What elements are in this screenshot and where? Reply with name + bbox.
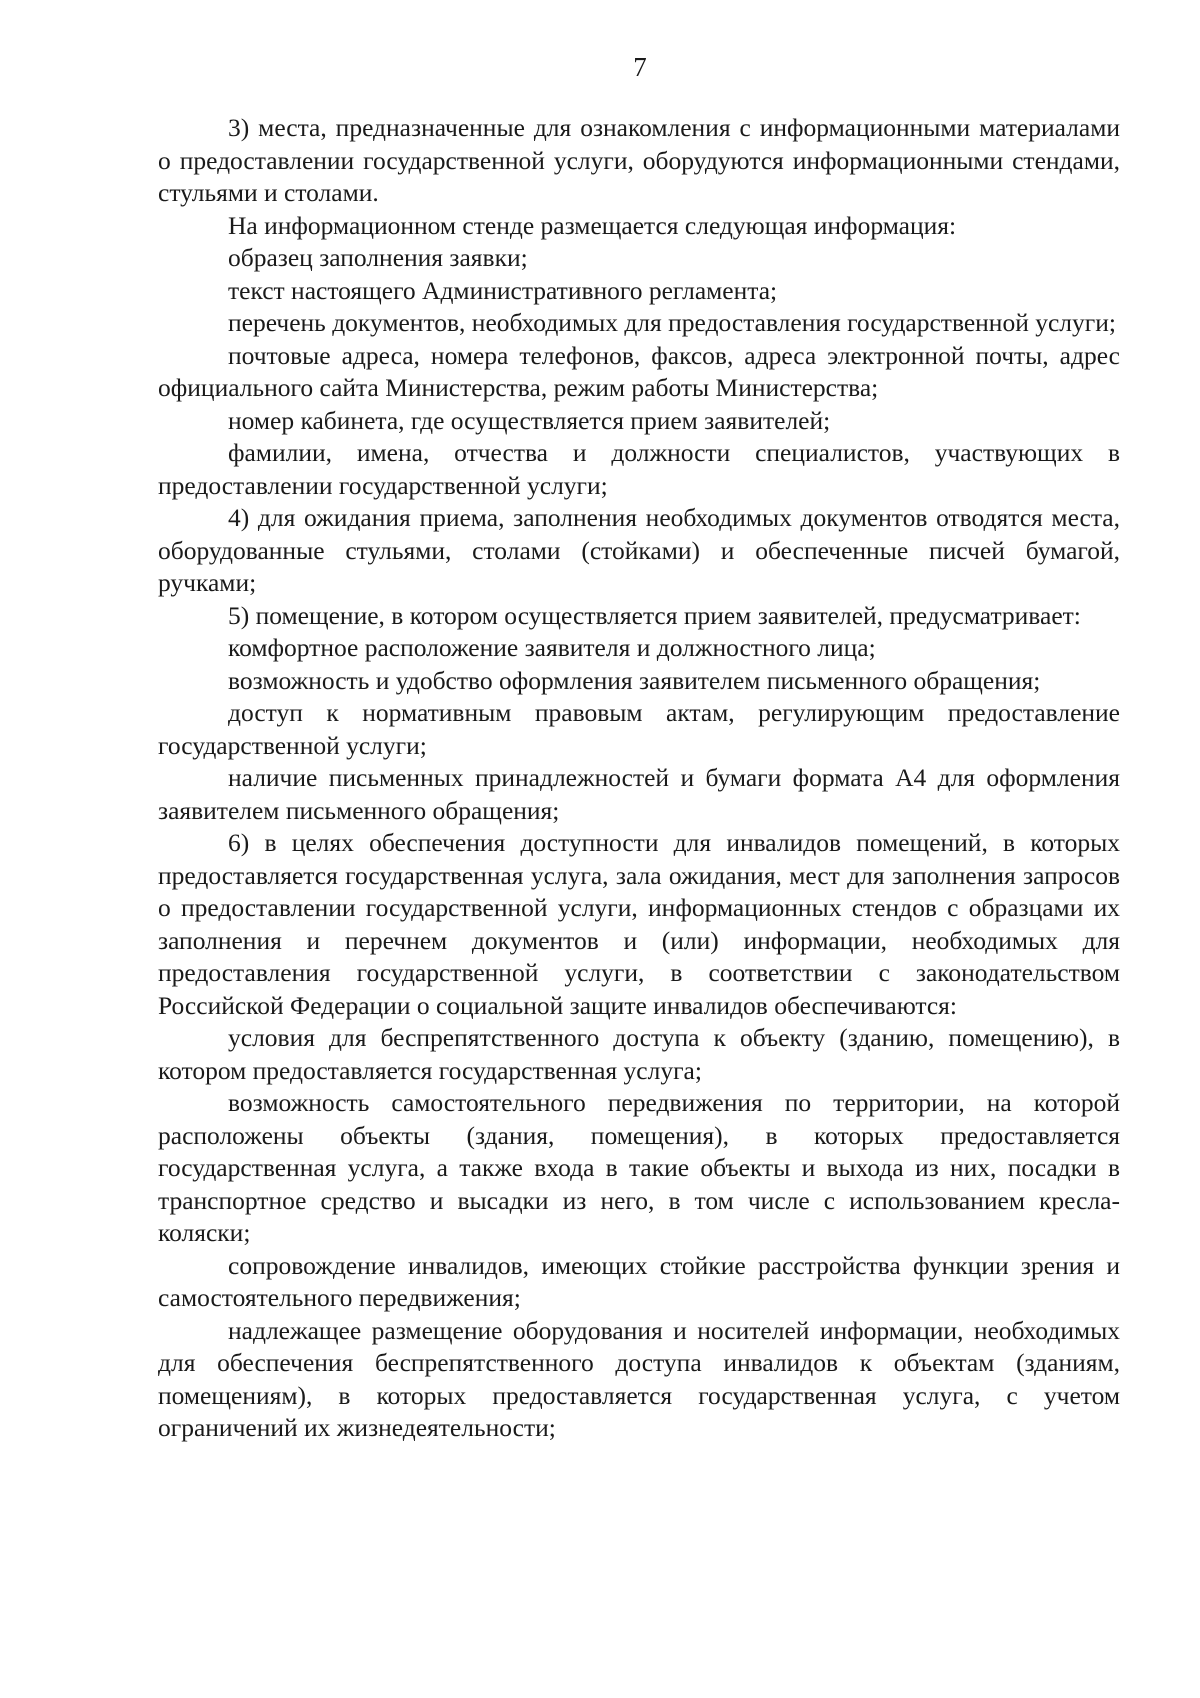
paragraph-movement: возможность самостоятельного передвижения по территории, на которой расположены объекты (здания, помещения), в которых предоставляется государственная услуга, а также входа в такие объекты и выхода из них, посадки в транспортное средство и высадки из него, в том числе с использованием кресла-коляски; (158, 1088, 1120, 1247)
paragraph-stand-info-intro: На информационном стенде размещается следующая информация: (228, 210, 957, 240)
paragraph-sample-form: образец заполнения заявки; (228, 243, 528, 272)
page-number: 7 (633, 52, 647, 82)
paragraph-specialists: фамилии, имена, отчества и должности специалистов, участвующих в предоставлении государственной услуги; (158, 438, 1120, 500)
document-body (158, 112, 1120, 1445)
paragraph-item-6: 6) в целях обеспечения доступности для инвалидов помещений, в которых предоставляется государственная услуга, зала ожидания, мест для заполнения запросов о предоставлении государственной услуги, информационных стендов с образцами их заполнения и перечнем документов и (или) информации, необходимых для предоставления государственной услуги, в соответствии с законодательством Российской Федерации о социальной защите инвалидов обеспечиваются: (158, 828, 1120, 1020)
paragraph-documents-list: перечень документов, необходимых для предоставления государственной услуги; (228, 308, 1116, 337)
paragraph-regulation-text: текст настоящего Административного регламента; (228, 275, 778, 305)
paragraph-written-appeal: возможность и удобство оформления заявителем письменного обращения; (228, 665, 1041, 695)
paragraph-access-conditions: условия для беспрепятственного доступа к объекту (зданию, помещению), в котором предоставляется государственная услуга; (158, 1023, 1120, 1085)
paragraph-contacts: почтовые адреса, номера телефонов, факсов, адреса электронной почты, адрес официального сайта Министерства, режим работы Министерства; (158, 340, 1120, 402)
paragraph-comfortable-layout: комфортное расположение заявителя и должностного лица; (228, 633, 876, 662)
paragraph-office-number: номер кабинета, где осуществляется прием заявителей; (228, 405, 831, 435)
paragraph-legal-acts: доступ к нормативным правовым актам, регулирующим предоставление государственной услуги; (158, 698, 1120, 760)
paragraph-escort: сопровождение инвалидов, имеющих стойкие расстройства функции зрения и самостоятельного передвижения; (158, 1250, 1120, 1312)
paragraph-item-3: 3) места, предназначенные для ознакомления с информационными материалами о предоставлении государственной услуги, оборудуются информационными стендами, стульями и столами. (158, 113, 1120, 207)
paragraph-item-4: 4) для ожидания приема, заполнения необходимых документов отводятся места, оборудованные стульями, столами (стойками) и обеспеченные писчей бумагой, ручками; (158, 503, 1120, 597)
paragraph-stationery: наличие письменных принадлежностей и бумаги формата А4 для оформления заявителем письменного обращения; (158, 763, 1120, 825)
paragraph-equipment-placement: надлежащее размещение оборудования и носителей информации, необходимых для обеспечения беспрепятственного доступа инвалидов к объектам (зданиям, помещениям), в которых предоставляется государственная услуга, с учетом ограничений их жизнедеятельности; (158, 1315, 1120, 1442)
paragraph-item-5: 5) помещение, в котором осуществляется прием заявителей, предусматривает: (228, 600, 1081, 630)
